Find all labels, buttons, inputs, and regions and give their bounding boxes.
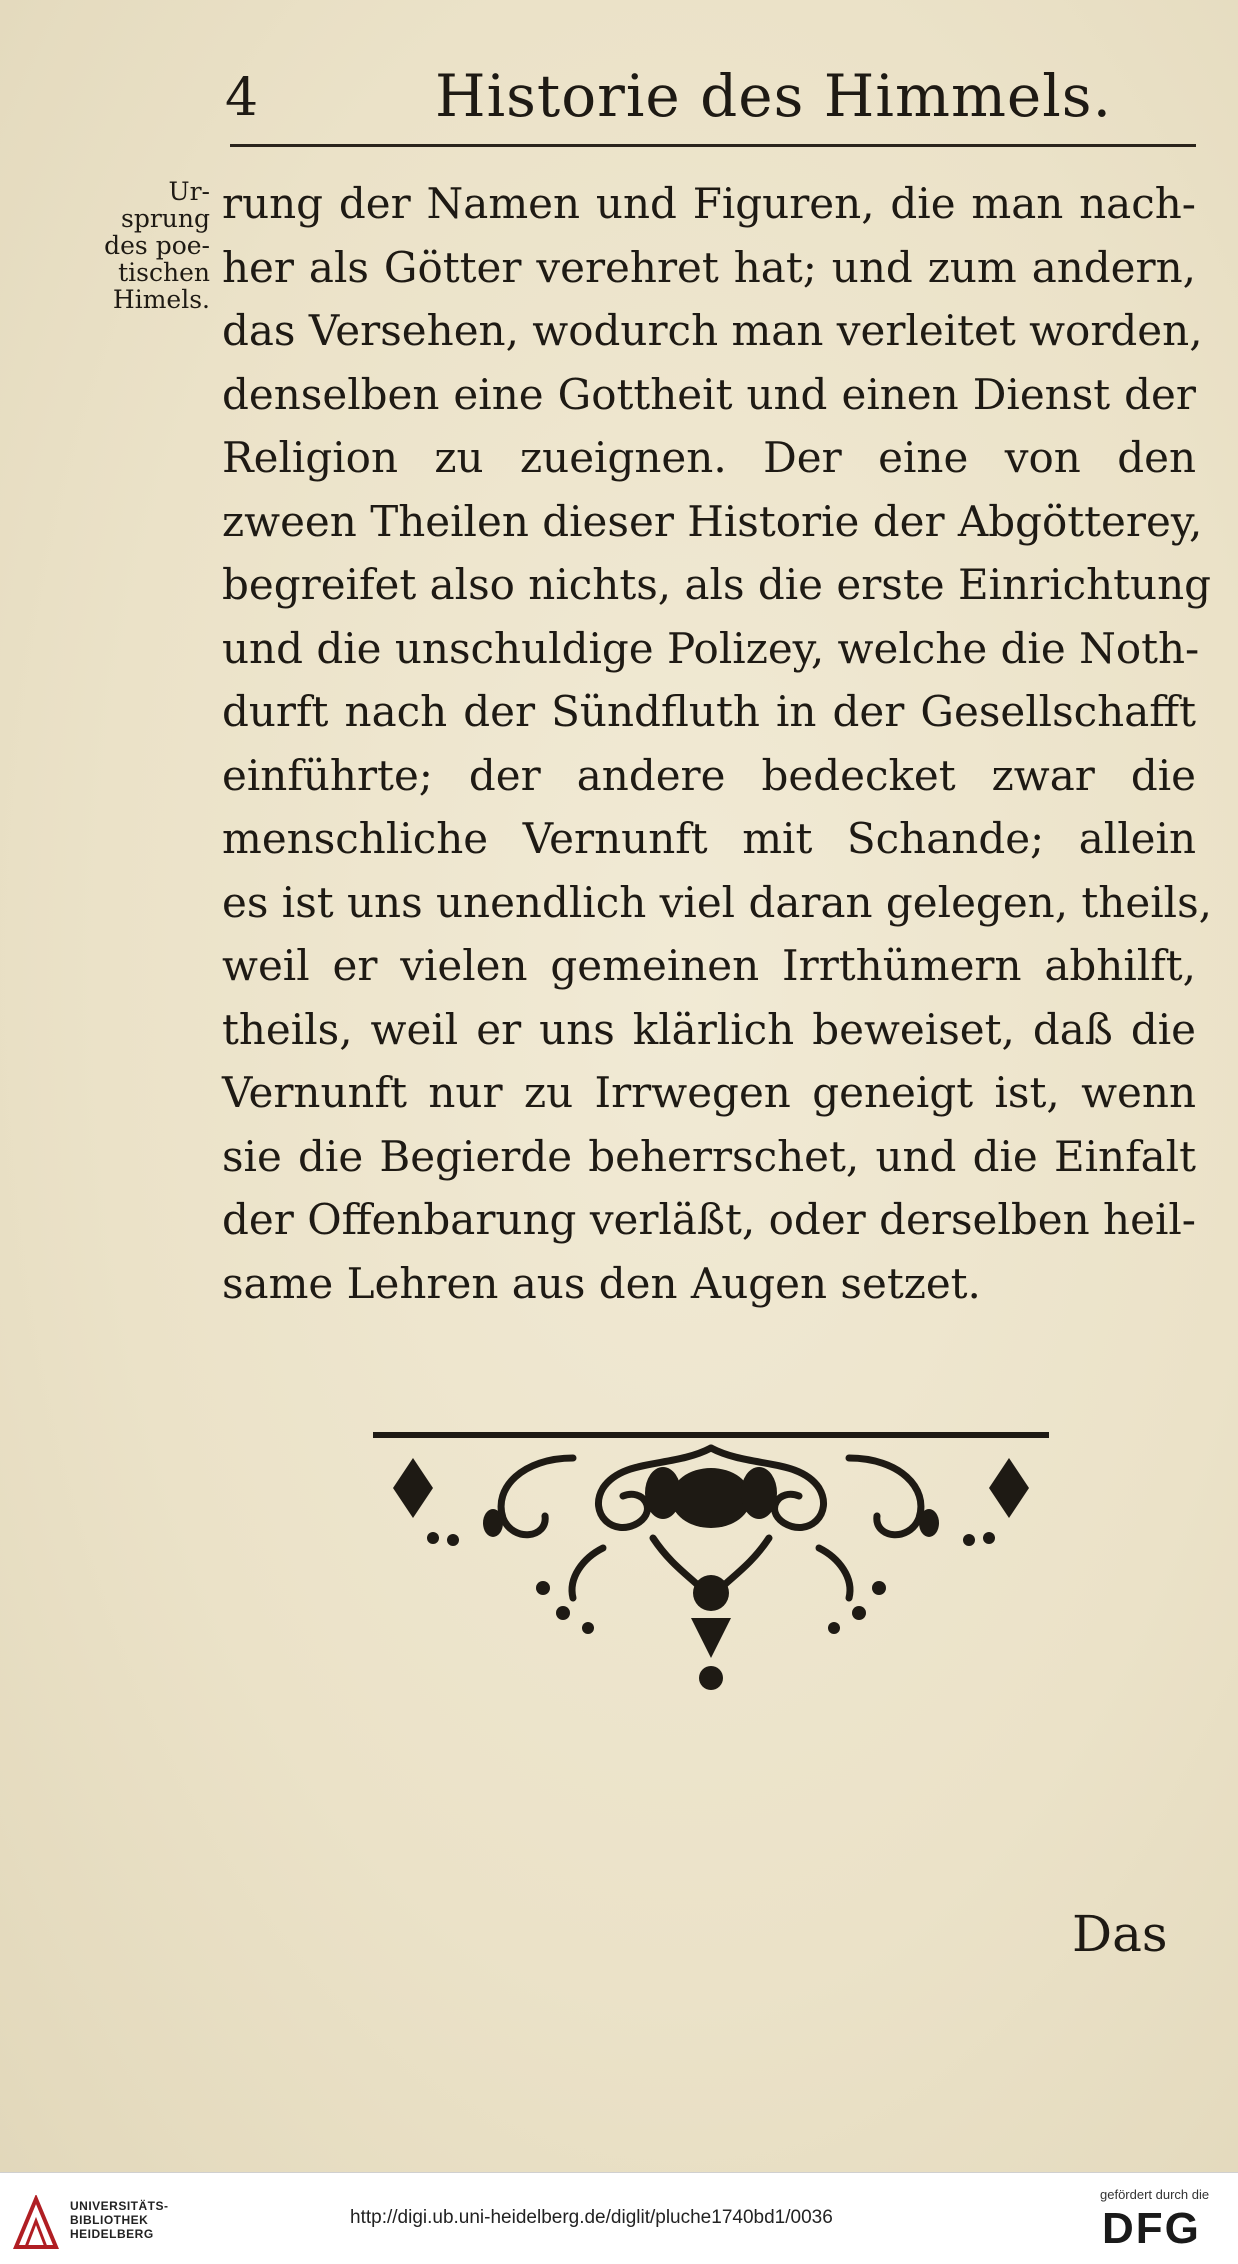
text-line: her als Götter verehret hat; und zum andern, xyxy=(222,242,1196,292)
text-line: zween Theilen dieser Historie der Abgötterey, xyxy=(222,496,1203,546)
marginal-note xyxy=(80,178,210,313)
text-line: Vernunft nur zu Irrwegen geneigt ist, wenn xyxy=(222,1068,1196,1117)
permalink-url[interactable]: http://digi.ub.uni-heidelberg.de/diglit/pluche1740bd1/0036 xyxy=(350,2207,833,2228)
marginal-note-line: des poe- xyxy=(104,231,210,260)
marginal-note-line: Himels. xyxy=(112,285,210,314)
header-rule xyxy=(230,144,1196,147)
marginal-note-line: sprung xyxy=(121,204,210,233)
marginal-note-line: tischen xyxy=(118,258,210,287)
body-text xyxy=(222,172,1212,1315)
library-name-line: BIBLIOTHEK xyxy=(70,2213,149,2227)
text-line: Religion zu zueignen. Der eine von den xyxy=(222,433,1196,482)
text-line: das Versehen, wodurch man verleitet worden, xyxy=(222,306,1203,355)
library-name-line: HEIDELBERG xyxy=(70,2227,154,2241)
catchword: Das xyxy=(1072,1905,1168,1963)
text-line: weil er vielen gemeinen Irrthümern abhilft, xyxy=(222,941,1196,990)
text-line: und die unschuldige Polizey, welche die Noth- xyxy=(222,623,1200,673)
text-line: durft nach der Sündfluth in der Gesellschafft xyxy=(222,687,1196,736)
text-line: rung der Namen und Figuren, die man nach- xyxy=(222,179,1196,228)
text-line: sie die Begierde beherrschet, und die Einfalt xyxy=(222,1131,1196,1181)
text-line: der Offenbarung verläßt, oder derselben heil- xyxy=(222,1195,1196,1244)
text-line: einführte; der andere bedecket zwar die xyxy=(222,750,1196,800)
library-name-line: UNIVERSITÄTS- xyxy=(70,2199,169,2213)
page-header xyxy=(225,60,1195,140)
text-line: es ist uns unendlich viel daran gelegen, theils, xyxy=(222,877,1212,927)
text-line: same Lehren aus den Augen setzet. xyxy=(222,1258,981,1308)
viewer-footer xyxy=(0,2172,1238,2264)
text-line: theils, weil er uns klärlich beweiset, daß die xyxy=(222,1004,1196,1054)
page-number: 4 xyxy=(225,68,259,128)
marginal-note-line: Ur- xyxy=(168,177,210,206)
text-line: menschliche Vernunft mit Schande; allein xyxy=(222,814,1196,863)
university-library-logo-icon xyxy=(12,2195,60,2251)
dfg-logo: DFG xyxy=(1102,2204,1201,2253)
library-name xyxy=(70,2199,169,2241)
text-line: begreifet also nichts, als die erste Einrichtung xyxy=(222,560,1212,609)
text-line: denselben eine Gottheit und einen Dienst der xyxy=(222,369,1196,419)
running-title: Historie des Himmels. xyxy=(435,62,1113,130)
funded-by-label: gefördert durch die xyxy=(1100,2187,1210,2202)
printers-ornament-icon xyxy=(373,1428,1049,1728)
